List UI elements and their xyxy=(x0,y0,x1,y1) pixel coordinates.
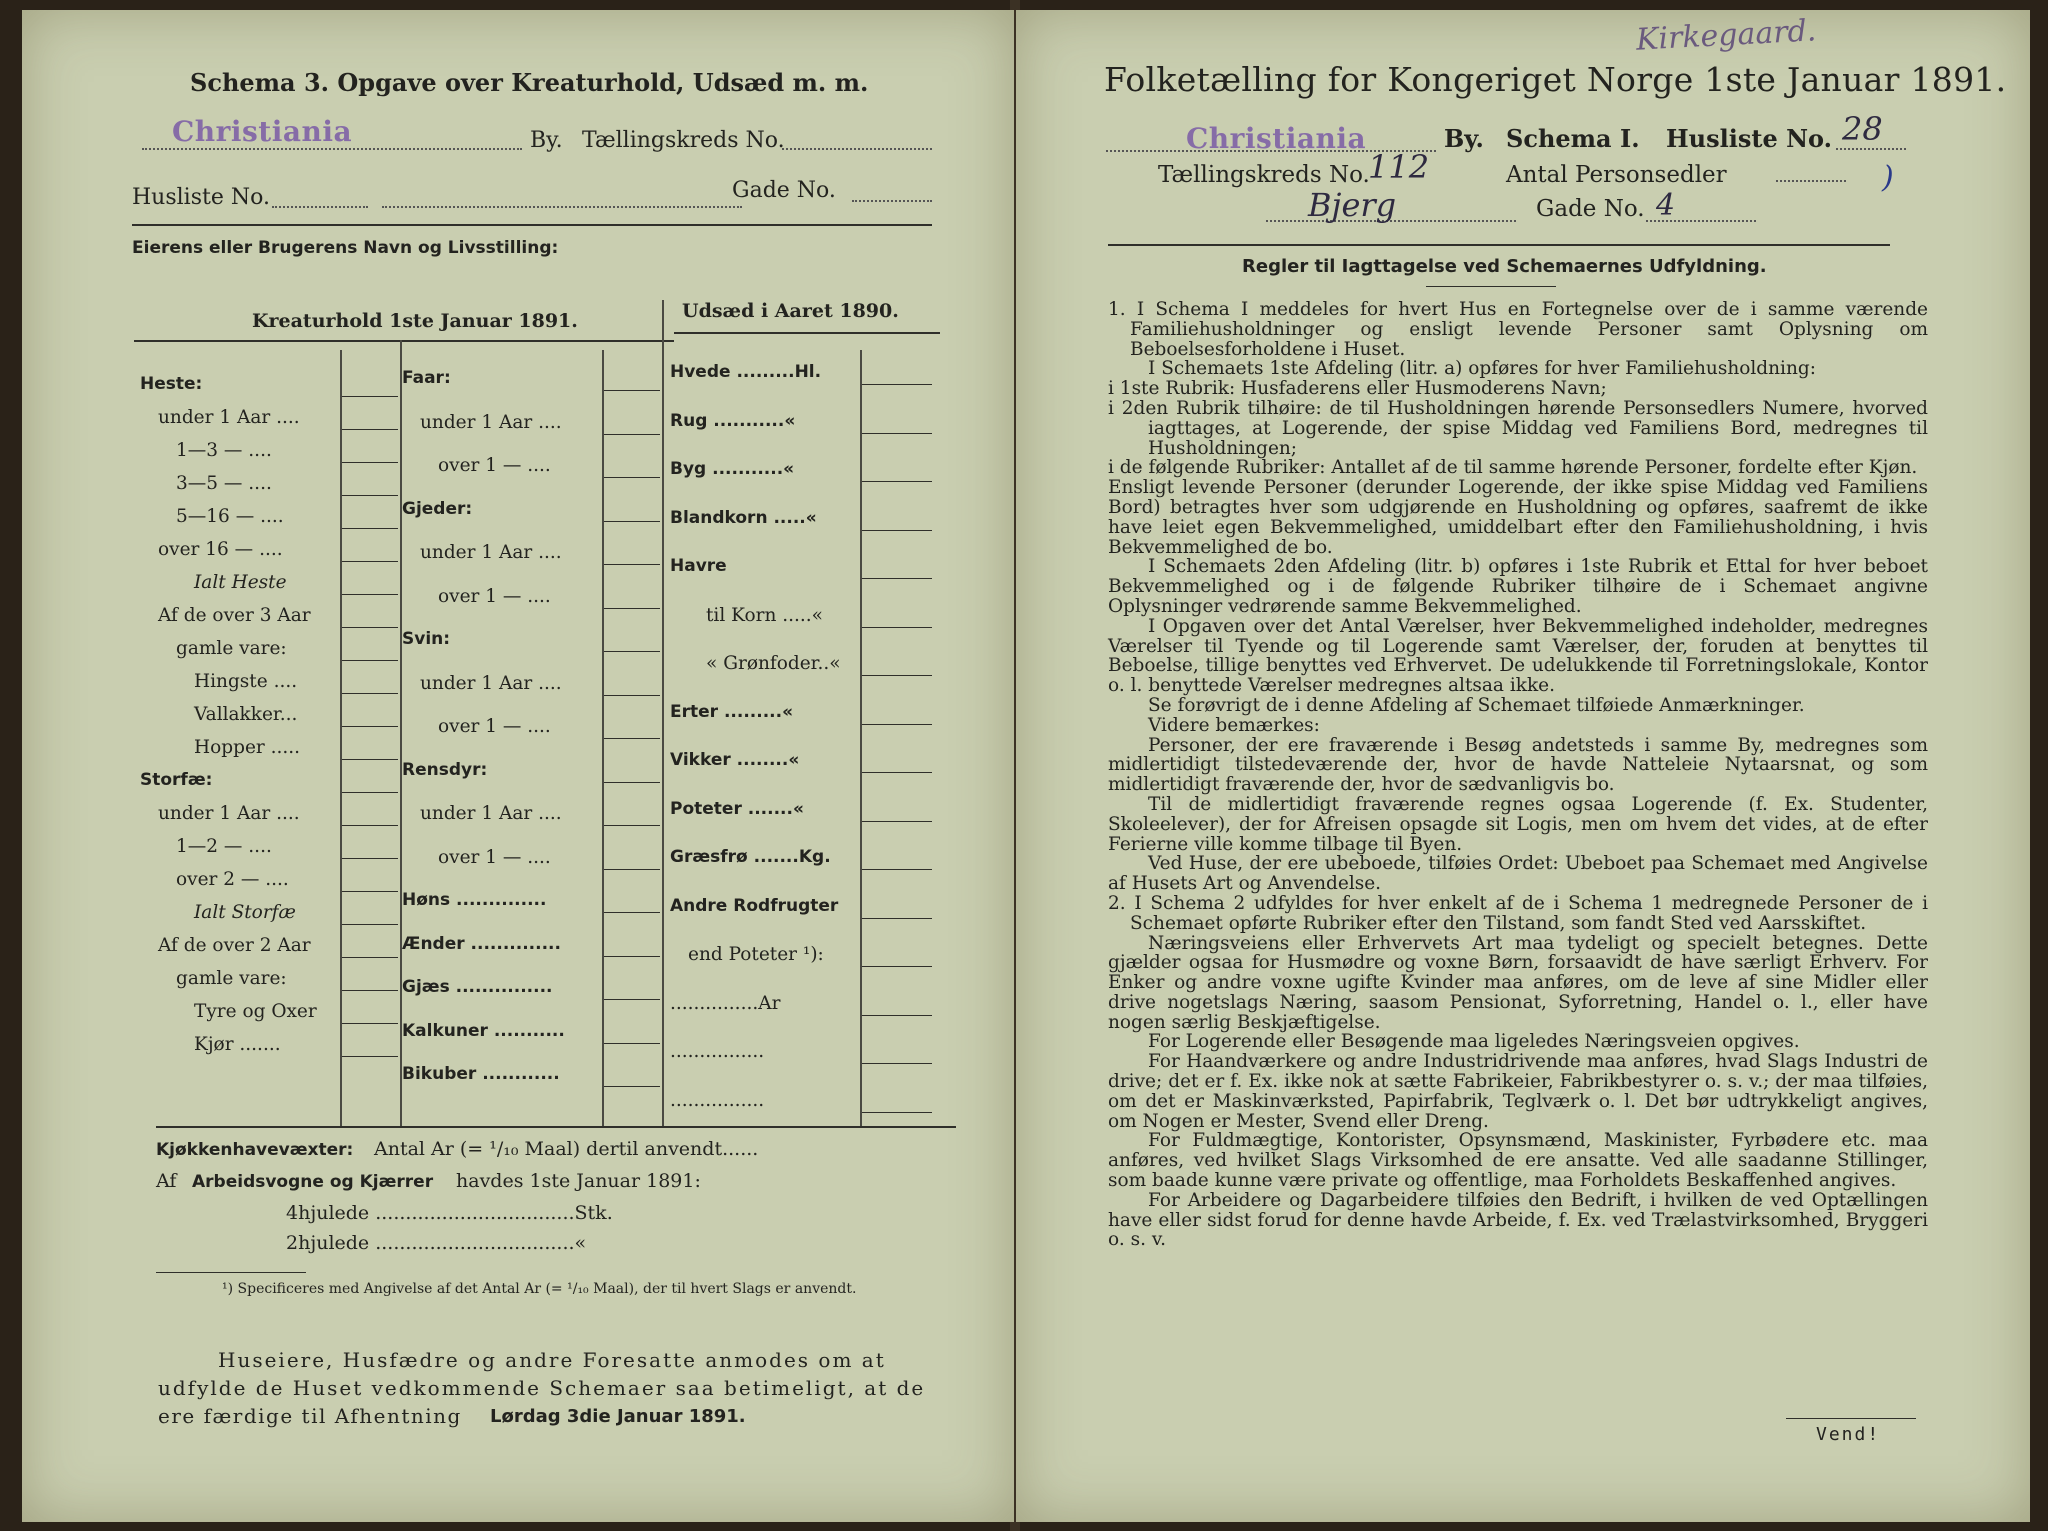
city-stamp-right: Christiania xyxy=(1186,122,1367,155)
col3-value-line-6 xyxy=(862,675,932,676)
col1-value-line-3 xyxy=(342,495,398,496)
col1-value-line-14 xyxy=(342,858,398,859)
col2-value-line-15 xyxy=(604,1043,660,1044)
col3-row-6: « Grønfoder..« xyxy=(706,653,841,674)
by-label-right: By. xyxy=(1444,124,1484,153)
col1-value-line-9 xyxy=(342,693,398,694)
col2-row-4: under 1 Aar .... xyxy=(420,542,562,563)
col1-value-line-18 xyxy=(342,990,398,991)
col2-row-0: Faar: xyxy=(402,368,451,388)
col1-row-19: Tyre og Oxer xyxy=(194,1001,317,1022)
request-line-2: udfylde de Huset vedkommende Schemaer saa betimeligt, at de xyxy=(158,1376,926,1400)
handwritten-mark: ) xyxy=(1882,160,1894,195)
antal-personsedler-label: Antal Personsedler xyxy=(1506,162,1727,188)
col1-value-line-13 xyxy=(342,825,398,826)
col2-row-12: Høns .............. xyxy=(402,890,547,910)
col3-value-line-10 xyxy=(862,869,932,870)
col1-value-line-15 xyxy=(342,891,398,892)
col1-row-12: Storfæ: xyxy=(140,770,213,790)
rule-paragraph-17: For Fuldmægtige, Kontorister, Opsynsmænd, Maskinister, Fyrbødere etc. maa anføres, ved hvilket Slags Virksomhed de ere ansatte. Ved alle saadanne Stillinger, som baade kunne være private og offentlige, maa Forholdets Beskaffenhed angives. xyxy=(1108,1130,1928,1192)
rule-paragraph-8: Se forøvrigt de i denne Afdeling af Schemaet tilføiede Anmærkninger. xyxy=(1148,694,1805,716)
rule-paragraph-11: Til de midlertidigt fraværende regnes ogsaa Logerende (f. Ex. Studenter, Skoleelever), der for Afreisen opsagde sit Logis, men om hvem det vides, at de efter Ferierne ville komme tilbage til Byen. xyxy=(1108,793,1928,855)
col1-row-4: 5—16 — .... xyxy=(176,506,284,527)
kreatur-header-rule xyxy=(134,340,674,342)
eier-label: Eierens eller Brugerens Navn og Livsstilling: xyxy=(132,238,559,258)
gade-label: Gade No. xyxy=(732,178,836,203)
col2-value-line-7 xyxy=(604,695,660,696)
kreaturhold-header: Kreaturhold 1ste Januar 1891. xyxy=(252,310,578,332)
col2-row-3: Gjeder: xyxy=(402,498,473,519)
col2-value-line-1 xyxy=(604,434,660,435)
col3-value-line-0 xyxy=(862,384,932,385)
col1-row-1: under 1 Aar .... xyxy=(158,407,300,428)
rule-paragraph-6: I Schemaets 2den Afdeling (litr. b) opføres i 1ste Rubrik et Ettal for hver beboet Bekvemmelighed og i de følgende Rubriker tilhøire de i Schemaet angivne Oplysninger vedrørende samme Bekvemmelighed. xyxy=(1108,556,1928,617)
col1-row-14: 1—2 — .... xyxy=(176,836,272,857)
city-stamp: Christiania xyxy=(172,115,353,148)
col3-row-9: Poteter .......« xyxy=(670,798,804,819)
col1-value-line-0 xyxy=(342,396,398,397)
col3-value-line-15 xyxy=(862,1112,932,1113)
request-line-1: Huseiere, Husfædre og andre Foresatte anmodes om at xyxy=(218,1348,886,1372)
col1-col2-divider xyxy=(400,340,402,1128)
col1-row-11: Hopper ..... xyxy=(194,737,301,758)
husliste-no-handwritten: 28 xyxy=(1842,110,1883,148)
col2-value-line-4 xyxy=(604,564,660,565)
rule-paragraph-5: Ensligt levende Personer (derunder Logerende, der ikke spise Middag ved Familiens Bord) betragtes hver som udgjørende en Husholdning og opføres, saafremt de ikke have leiet egen Bekvemmelighed, umiddelbart efter den Familiehusholdning, i hvis Bekvemmelighed de bo. xyxy=(1108,477,1928,558)
col3-row-5: til Korn .....« xyxy=(706,604,823,626)
husliste-label: Husliste No. xyxy=(132,185,270,210)
vogne-text-b: Arbeidsvogne og Kjærrer xyxy=(192,1172,434,1192)
col1-value-divider xyxy=(340,350,342,1128)
rule-paragraph-15: For Logerende eller Besøgende maa ligeledes Næringsveien opgives. xyxy=(1148,1031,1800,1053)
rules-top-rule xyxy=(1108,244,1890,246)
col3-value-divider xyxy=(860,350,862,1128)
col1-row-8: gamle vare: xyxy=(176,638,287,659)
col1-value-line-4 xyxy=(342,528,398,529)
col1-row-2: 1—3 — .... xyxy=(176,440,272,461)
col2-value-line-2 xyxy=(604,477,660,478)
rule-paragraph-7: I Opgaven over det Antal Værelser, hver Bekvemmelighed indeholder, medregnes Værelser til Tyende og til Logerende samt Værelser, der, foruden at benyttes til Beboelse, tillige benyttes ved Erhvervet. De udelukkende til Forretningslokale, Kontor o. l. benyttede Værelser medregnes altsaa ikke. xyxy=(1108,615,1928,697)
schema1-label: Schema I. xyxy=(1506,124,1640,153)
rule-paragraph-0: 1. I Schema I meddeles for hvert Hus en Fortegnelse over de i samme værende Familiehusholdninger og ensligt levende Personer samt Oplysning om Beboelsesforholdene i Huset. xyxy=(1108,299,1928,360)
col1-row-13: under 1 Aar .... xyxy=(158,803,300,824)
rules-body xyxy=(1108,300,1928,1250)
udsaed-header-rule xyxy=(674,332,940,334)
rule-paragraph-12: Ved Huse, der ere ubeboede, tilføies Ordet: Ubeboet paa Schemaet med Angivelse af Husets Art og Anvendelse. xyxy=(1108,853,1928,895)
gade-no-handwritten: 4 xyxy=(1656,188,1676,223)
col3-value-line-12 xyxy=(862,966,932,967)
rules-list xyxy=(1108,300,1928,1250)
husliste-dotted-line xyxy=(272,206,368,208)
col2-value-line-3 xyxy=(604,521,660,522)
col3-row-13: ...............Ar xyxy=(670,992,781,1014)
rule-paragraph-14: Næringsveiens eller Erhvervets Art maa tydeligt og specielt betegnes. Dette gjælder ogsaa for Husmødre og voxne Børn, forsaavidt de have særligt Erhverv. For Enker og andre voxne ugifte Kvinder maa anføres, om de leve af sine Midler eller drive nogetslags Næring, saasom Pensionat, Syforretning, Handel o. l., eller have nogen særlig Beskjæftigelse. xyxy=(1108,932,1928,1033)
col1-value-line-19 xyxy=(342,1023,398,1024)
footnote: ¹) Specificeres med Angivelse af det Antal Ar (= ¹/₁₀ Maal), der til hvert Slags er anvendt. xyxy=(222,1281,857,1297)
col3-row-4: Havre xyxy=(670,556,727,576)
antal-dotted-line xyxy=(1776,180,1846,182)
col1-row-3: 3—5 — .... xyxy=(176,473,272,494)
census-title: Folketælling for Kongeriget Norge 1ste Januar 1891. xyxy=(1104,60,2007,99)
col1-value-line-12 xyxy=(342,792,398,793)
col3-row-8: Vikker ........« xyxy=(670,750,800,770)
city-dotted-line xyxy=(142,148,522,150)
vogne-text-c: havdes 1ste Januar 1891: xyxy=(456,1170,701,1192)
rule-paragraph-2: i 1ste Rubrik: Husfaderens eller Husmoderens Navn; xyxy=(1108,378,1607,400)
col2-row-2: over 1 — .... xyxy=(438,455,551,476)
rule-paragraph-13: 2. I Schema 2 udfyldes for hver enkelt af de i Schema 1 medregnede Personer de i Schemaet opførte Rubriker efter den Tilstand, som fandt Sted ved Aarsskiftet. xyxy=(1108,892,1928,934)
rule-paragraph-3: i 2den Rubrik tilhøire: de til Husholdningen hørende Personsedlers Numere, hvorved iagttages, at Logerende, der spise Middag ved Familiens Bord, medregnes til Husholdningen; xyxy=(1108,397,1928,459)
col3-value-line-8 xyxy=(862,772,932,773)
col2-row-8: over 1 — .... xyxy=(438,716,551,737)
col3-row-10: Græsfrø .......Kg. xyxy=(670,847,831,867)
col2-row-14: Gjæs ............... xyxy=(402,977,553,997)
col1-value-line-7 xyxy=(342,627,398,628)
gade-dotted-line xyxy=(382,206,742,208)
vend-label: Vend! xyxy=(1816,1424,1881,1445)
col2-row-13: Ænder .............. xyxy=(402,933,561,954)
col2-value-line-8 xyxy=(604,738,660,739)
col1-row-10: Vallakker... xyxy=(194,704,298,725)
col2-value-line-14 xyxy=(604,999,660,1000)
col3-value-line-1 xyxy=(862,433,932,434)
col2-value-line-16 xyxy=(604,1086,660,1087)
col1-value-line-2 xyxy=(342,462,398,463)
husliste-no-line xyxy=(1836,148,1906,150)
husliste-label-right: Husliste No. xyxy=(1666,124,1832,153)
tkreds-no-handwritten: 112 xyxy=(1368,148,1430,186)
tkreds-label: Tællingskreds No. xyxy=(582,128,785,153)
col3-value-line-2 xyxy=(862,481,932,482)
hjulede4-line: 4hjulede .................................Stk. xyxy=(286,1202,613,1224)
col1-value-line-5 xyxy=(342,561,398,562)
col2-value-line-13 xyxy=(604,956,660,957)
col2-value-line-5 xyxy=(604,608,660,609)
rule-paragraph-16: For Haandværkere og andre Industridrivende maa anføres, hvad Slags Industri de drive; det er f. Ex. ikke nok at sætte Fabrikeier, Fabrikbestyrer o. s. v.; der maa tilføies, om det er Maskinværksted, Papirfabrik, Teglværk o. l. Det bør udtrykkeligt angives, om Nogen er Mester, Svend eller Dreng. xyxy=(1108,1051,1928,1132)
col3-row-14: ................ xyxy=(670,1041,765,1062)
rule-paragraph-4: i de følgende Rubriker: Antallet af de til samme hørende Personer, fordelte efter Kjøn. xyxy=(1108,457,1918,479)
col2-row-7: under 1 Aar .... xyxy=(420,672,562,694)
col1-value-line-8 xyxy=(342,660,398,661)
col1-value-line-20 xyxy=(342,1056,398,1057)
rule-paragraph-18: For Arbeidere og Dagarbeidere tilføies den Bedrift, i hvilken de ved Optællingen have eller sidst forud for denne havde Arbeide, f. Ex. ved Trælastvirksomhed, Bryggeri o. s. v. xyxy=(1108,1189,1928,1251)
col3-row-0: Hvede .........Hl. xyxy=(670,362,822,382)
rules-title: Regler til Iagttagelse ved Schemaernes Udfyldning. xyxy=(1242,256,1767,277)
col1-row-6: Ialt Heste xyxy=(194,572,287,593)
col3-value-line-11 xyxy=(862,918,932,919)
gade-no-line xyxy=(1646,220,1756,222)
col2-value-line-10 xyxy=(604,825,660,826)
col2-row-6: Svin: xyxy=(402,629,451,649)
table-bottom-rule xyxy=(156,1126,956,1128)
col2-col3-divider xyxy=(662,300,664,1128)
col3-value-line-13 xyxy=(862,1015,932,1016)
rule-paragraph-1: I Schemaets 1ste Afdeling (litr. a) opføres for hver Familiehusholdning: xyxy=(1148,358,1816,380)
request-line-3: ere færdige til Afhentning xyxy=(158,1404,462,1428)
udsaed-header: Udsæd i Aaret 1890. xyxy=(682,300,899,322)
col2-value-line-12 xyxy=(604,912,660,913)
gade-label-right: Gade No. xyxy=(1536,196,1645,222)
col1-row-9: Hingste .... xyxy=(194,671,298,692)
rule-paragraph-9: Videre bemærkes: xyxy=(1148,714,1320,736)
col2-row-15: Kalkuner ........... xyxy=(402,1020,565,1041)
col3-row-11: Andre Rodfrugter xyxy=(670,895,839,916)
rule-paragraph-10: Personer, der ere fraværende i Besøg andetsteds i samme By, medregnes som midlertidigt tilstedeværende der, hvor de havde Natteleie Nytaarsnat, og som midlertidigt fraværende der, hvor de sædvanligvis bo. xyxy=(1108,734,1928,796)
col3-value-line-4 xyxy=(862,578,932,579)
rules-title-underline xyxy=(1426,286,1556,287)
col2-row-11: over 1 — .... xyxy=(438,846,551,868)
col1-value-line-11 xyxy=(342,759,398,760)
col3-value-line-9 xyxy=(862,821,932,822)
col3-row-3: Blandkorn .....« xyxy=(670,507,817,528)
col2-value-divider xyxy=(602,350,604,1128)
col1-row-16: Ialt Storfæ xyxy=(194,902,296,923)
col1-row-0: Heste: xyxy=(140,374,203,394)
kjokken-label: Kjøkkenhavevæxter: xyxy=(156,1140,354,1160)
tkreds-dotted-line xyxy=(782,148,932,150)
right-page-folketaelling xyxy=(1016,10,2030,1522)
col2-row-1: under 1 Aar .... xyxy=(420,411,562,433)
schema3-title: Schema 3. Opgave over Kreaturhold, Udsæd m. m. xyxy=(190,68,869,97)
col3-row-2: Byg ...........« xyxy=(670,459,795,479)
handwritten-kirkegaard: Kirkegaard. xyxy=(1635,13,1818,58)
col3-value-line-14 xyxy=(862,1063,932,1064)
col1-row-20: Kjør ....... xyxy=(194,1034,281,1055)
col3-row-1: Rug ...........« xyxy=(670,410,796,431)
request-date: Lørdag 3die Januar 1891. xyxy=(490,1406,746,1427)
gade-no-dotted-line xyxy=(852,200,932,202)
col1-value-line-17 xyxy=(342,957,398,958)
col2-row-5: over 1 — .... xyxy=(438,585,551,607)
col1-row-5: over 16 — .... xyxy=(158,539,283,560)
col2-row-16: Bikuber ............ xyxy=(402,1064,560,1084)
col2-value-line-11 xyxy=(604,869,660,870)
col1-value-line-6 xyxy=(342,594,398,595)
vogne-text-a: Af xyxy=(156,1170,177,1192)
col1-row-17: Af de over 2 Aar xyxy=(158,935,311,956)
col3-value-line-3 xyxy=(862,530,932,531)
kjokken-text: Antal Ar (= ¹/₁₀ Maal) dertil anvendt...... xyxy=(374,1138,759,1160)
col1-row-7: Af de over 3 Aar xyxy=(158,605,311,626)
street-handwritten: Bjerg xyxy=(1308,186,1397,224)
col1-value-line-16 xyxy=(342,924,398,925)
footnote-rule xyxy=(156,1272,306,1273)
col1-value-line-1 xyxy=(342,429,398,430)
by-label: By. xyxy=(530,128,563,153)
col3-row-15: ................ xyxy=(670,1089,765,1111)
col2-value-line-6 xyxy=(604,651,660,652)
tkreds-label-right: Tællingskreds No. xyxy=(1158,162,1370,188)
col3-row-7: Erter .........« xyxy=(670,701,794,722)
col3-value-line-7 xyxy=(862,724,932,725)
col1-row-15: over 2 — .... xyxy=(176,869,289,890)
vend-rule xyxy=(1786,1418,1916,1419)
col3-row-12: end Poteter ¹): xyxy=(688,944,824,965)
col1-row-18: gamle vare: xyxy=(176,968,287,989)
col2-row-10: under 1 Aar .... xyxy=(420,803,562,824)
left-page-schema-3 xyxy=(22,10,1014,1522)
col3-value-line-5 xyxy=(862,627,932,628)
header-rule xyxy=(132,224,932,226)
col1-value-line-10 xyxy=(342,726,398,727)
col2-value-line-0 xyxy=(604,390,660,391)
hjulede2-line: 2hjulede .................................« xyxy=(286,1232,587,1254)
col2-value-line-9 xyxy=(604,782,660,783)
col2-row-9: Rensdyr: xyxy=(402,759,488,780)
